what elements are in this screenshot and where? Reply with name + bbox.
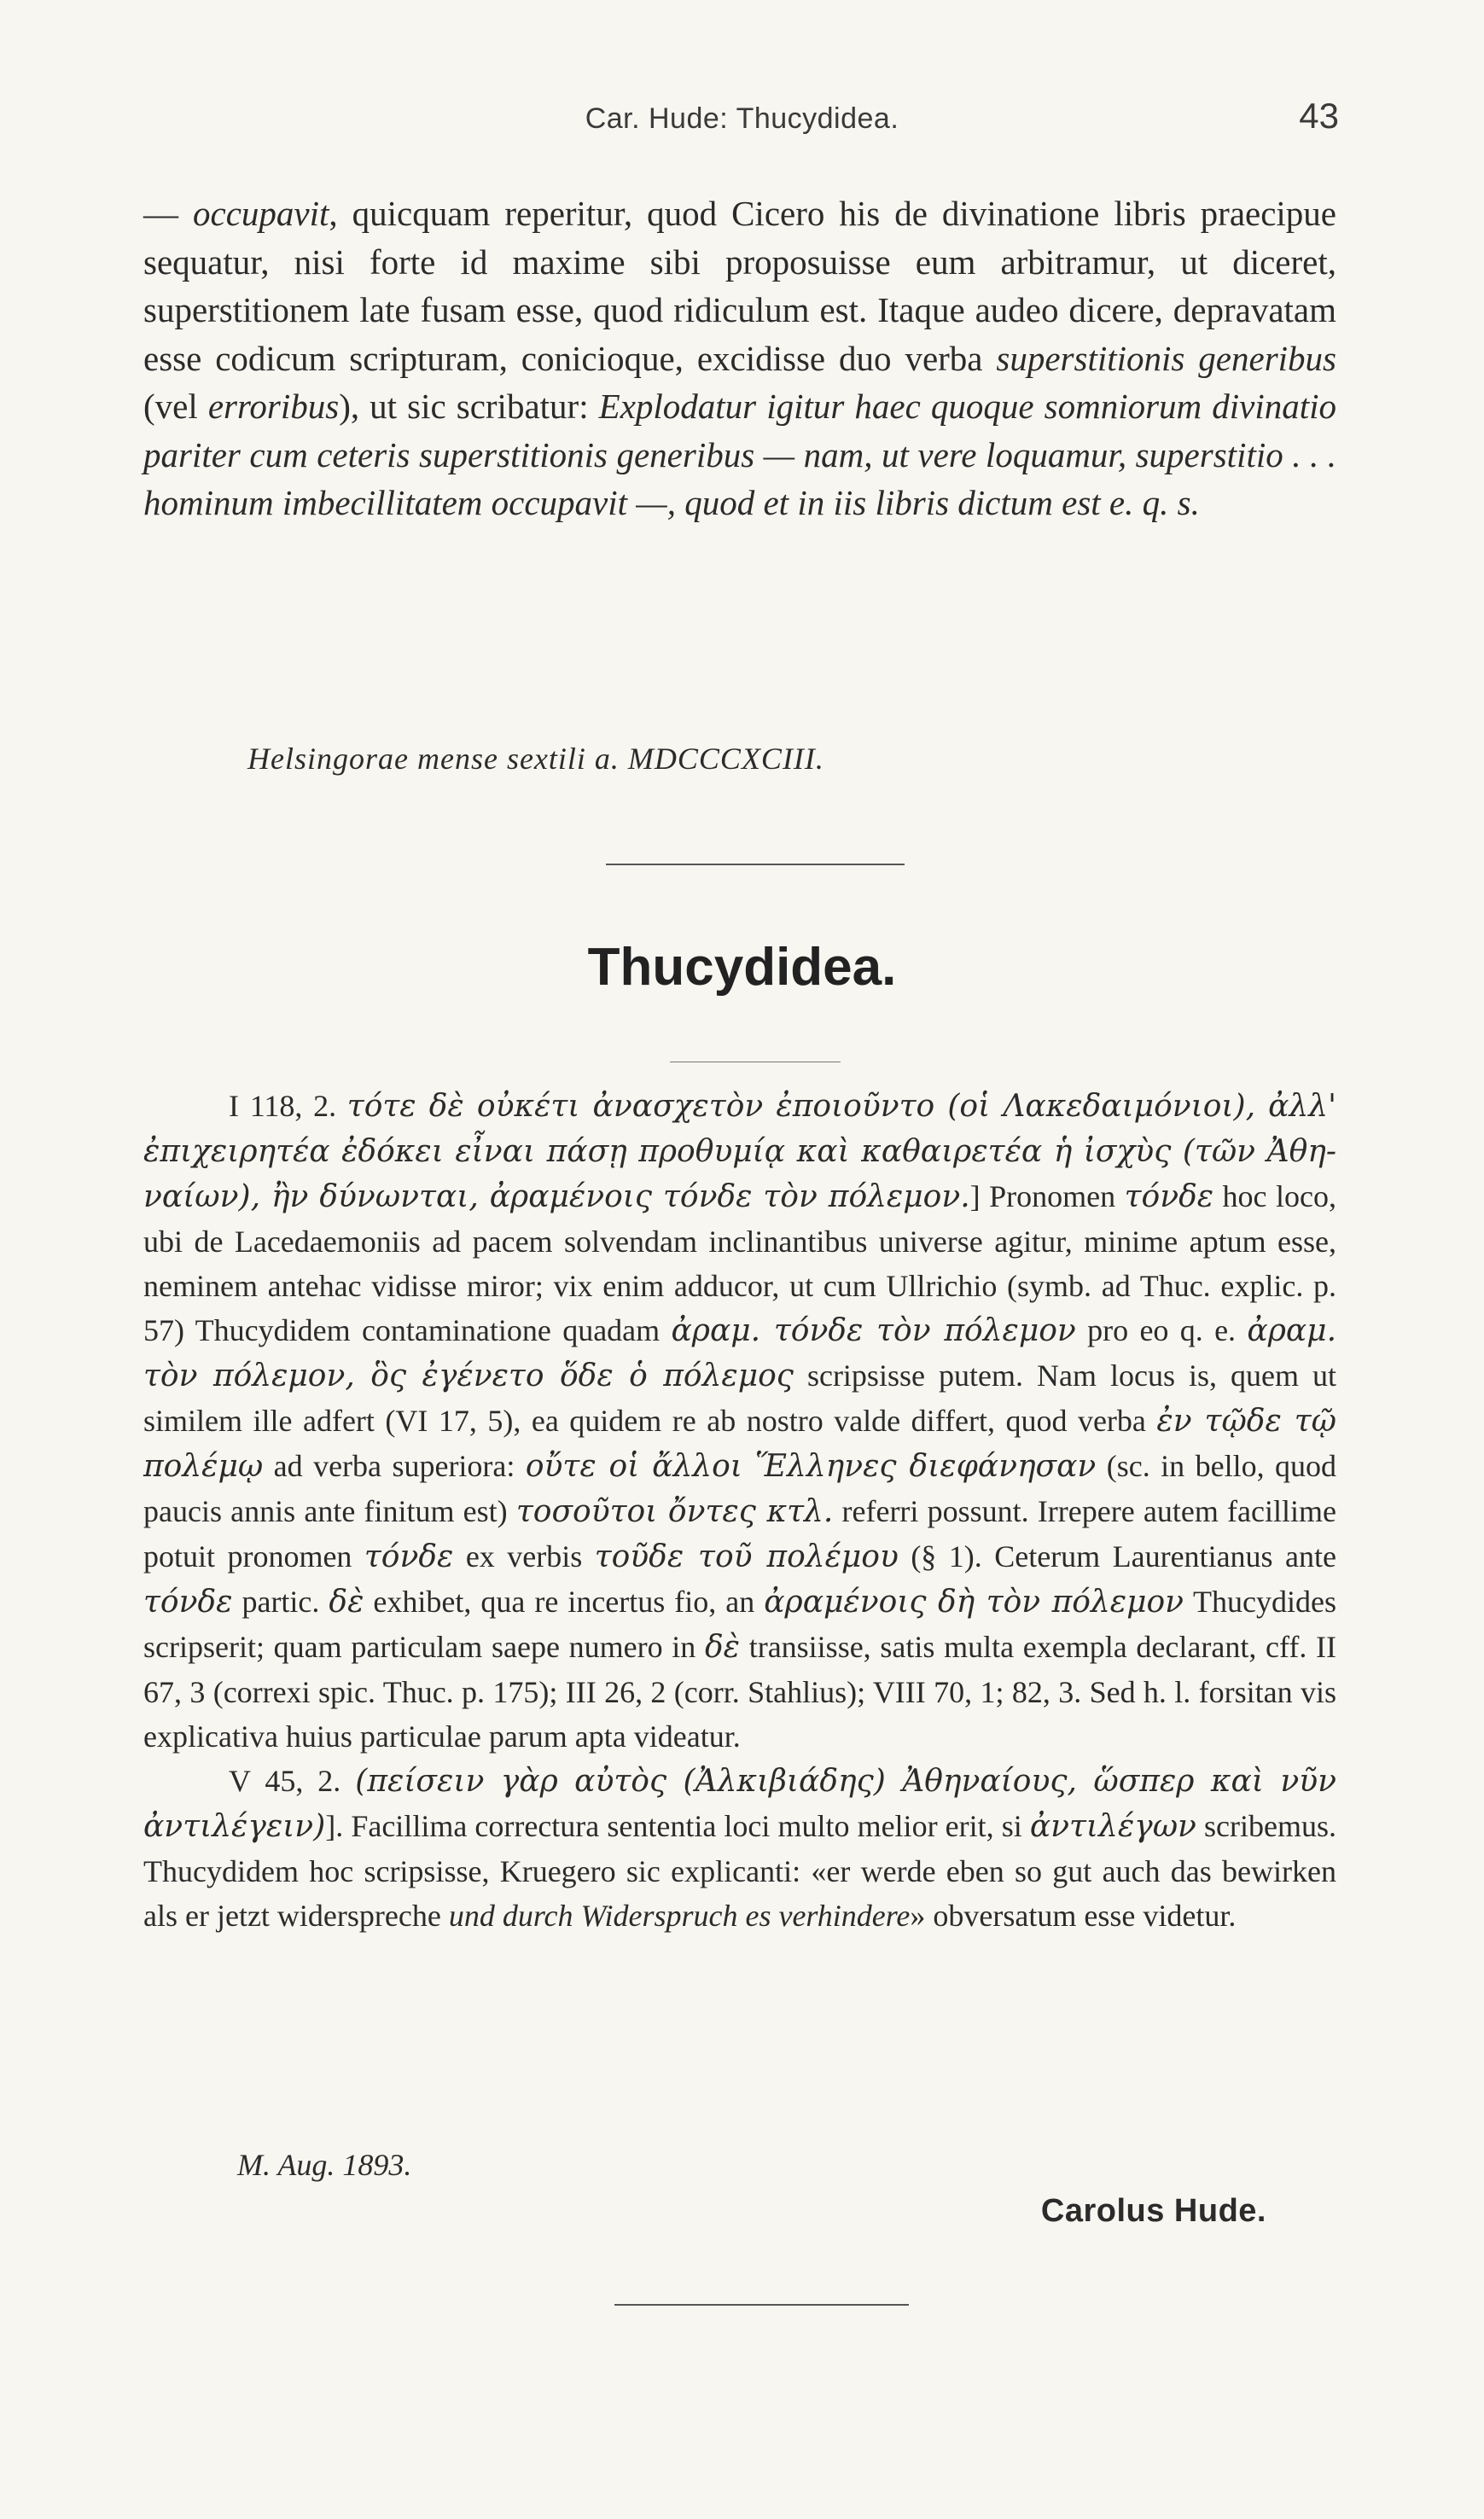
text-run: ), ut sic scribatur:: [339, 387, 599, 426]
text-run: ]. Facillima correctura sententia loci multo melior erit, si: [325, 1809, 1030, 1843]
greek-quote: ἀραμ. τόνδε τὸν πόλεμον: [671, 1313, 1076, 1348]
text-run: » obversatum esse videtur.: [910, 1899, 1237, 1933]
text-run: hoc loco, ubi de Lacedaemoniis ad pacem solvendam inclinantibus universe agitur, minime aptum esse, neminem antehac vidisse miror; vix enim adducor, ut cum Ullrichio (symb. ad Thuc. explic. p. 57) Thucydidem contaminatione quadam: [143, 1179, 1336, 1347]
signature-date: M. Aug. 1893.: [237, 2148, 412, 2182]
running-head: [0, 96, 1484, 147]
italic-text: erroribus: [207, 387, 340, 426]
greek-quote: τοσοῦτοι ὄντες κτλ.: [515, 1494, 834, 1529]
text-run: scripsisse putem. Nam locus is, quem ut similem ille adfert (VI 17, 5), ea quidem re ab nostro valde differt, quod verba: [143, 1358, 1336, 1438]
text-run: pro eo q. e.: [1075, 1313, 1248, 1347]
page-number: 43: [1299, 96, 1339, 136]
text-run: (sc. in bello, quod paucis annis ante finitum est): [143, 1449, 1337, 1528]
greek-quote: τόνδε: [143, 1585, 233, 1620]
paragraph: [143, 189, 1336, 527]
italic-text: occupavit: [193, 194, 329, 233]
end-rule: [614, 2304, 909, 2306]
greek-quote: ἀραμένοις δὴ τὸν πόλεμον: [764, 1585, 1184, 1620]
italic-text: und durch Widerspruch es verhindere: [448, 1899, 911, 1933]
text-run: —: [143, 194, 194, 233]
text-run: (§ 1). Ceterum Laurentianus ante: [898, 1539, 1336, 1574]
greek-quote: δὲ: [705, 1630, 740, 1665]
text-run: , quicquam reperitur, quod Cicero his de divinatione libris praecipue sequatur, nisi forte id maxime sibi proposuisse eum arbitramur, ut diceret, superstitionem late fusam esse, quod ridiculum est. Itaque audeo dicere, depravatam esse codicum scripturam, conicioque, excidisse duo verba: [143, 194, 1337, 378]
text-run: Thucydides scripserit; quam particulam saepe numero in: [143, 1585, 1336, 1664]
greek-quote: τοῦδε τοῦ πολέμου: [594, 1539, 899, 1574]
italic-text: superstitionis generibus: [996, 338, 1336, 378]
paragraph-v-45: [143, 1759, 1336, 1938]
running-title: Car. Hude: Thucydidea.: [585, 102, 899, 135]
text-run: partic.: [232, 1585, 329, 1619]
dateline: Helsingorae mense sextili a. MDCCCXCIII.: [247, 742, 824, 776]
greek-quote: οὔτε οἱ ἄλλοι Ἕλληνες διεφάνησαν: [525, 1449, 1097, 1484]
greek-quote: ἀραμ. τὸν πόλεμον, ὃς ἐγένετο ὅδε ὁ πόλεμος: [143, 1313, 1337, 1393]
greek-quote: ἐν τῷδε τῷ πολέμῳ: [143, 1404, 1337, 1484]
section-thucydidea-body: [143, 1084, 1336, 1938]
greek-quote: δὲ: [329, 1585, 364, 1620]
text-run: I 118, 2.: [229, 1089, 347, 1123]
greek-quote: ἀντιλέγων: [1029, 1809, 1196, 1844]
text-run: (vel: [143, 387, 208, 426]
italic-text: Explodatur igitur haec quoque somniorum divinatio pariter cum ceteris superstitionis generibus — nam, ut vere loquamur, superstitio . . . hominum imbecillitatem occupavit —, quod et in iis libris dictum est e. q. s.: [143, 387, 1336, 522]
text-run: exhibet, qua re incertus fio, an: [364, 1585, 765, 1619]
section-cicero-paragraph: [143, 189, 1336, 527]
greek-quote: τότε δὲ οὐκέτι ἀνασχετὸν ἐποιοῦντο (οἱ Λακεδαιμόνιοι), ἀλλ' ἐπιχειρητέα ἐδόκει εἶναι πάσῃ προθυμίᾳ καὶ καθαιρετέα ἡ ἰσχὺς (τῶν Ἀθηναίων), ἢν δύνωνται, ἀραμένοις τόνδε τὸν πόλεμον.: [143, 1089, 1337, 1214]
paragraph-i-118: [143, 1084, 1336, 1759]
text-run: scribemus. Thucydidem hoc scripsisse, Kruegero sic explicanti: «er werde eben so gut auch das bewirken als er jetzt widerspreche: [143, 1809, 1336, 1933]
text-run: ex verbis: [453, 1539, 595, 1574]
divider-rule: [606, 864, 905, 865]
greek-quote: (πείσειν γὰρ αὐτὸς (Ἀλκιβιάδης) Ἀθηναίους, ὥσπερ καὶ νῦν ἀντιλέγειν): [143, 1764, 1336, 1844]
text-run: referri possunt. Irrepere autem facillime potuit pronomen: [143, 1494, 1336, 1574]
section-heading: Thucydidea.: [587, 938, 897, 997]
text-run: ad verba superiora:: [263, 1449, 526, 1483]
text-run: V 45, 2.: [229, 1764, 356, 1798]
author-signature: Carolus Hude.: [1040, 2193, 1266, 2229]
greek-quote: τόνδε: [364, 1539, 454, 1574]
greek-quote: τόνδε: [1124, 1179, 1214, 1214]
text-run: transiisse, satis multa exempla declarant, cff. II 67, 3 (correxi spic. Thuc. p. 175); III 26, 2 (corr. Stahlius); VIII 70, 1; 82, 3. Sed h. l. forsitan vis explicativa huius particulae parum apta videatur.: [143, 1630, 1336, 1754]
text-run: ] Pronomen: [969, 1179, 1125, 1213]
